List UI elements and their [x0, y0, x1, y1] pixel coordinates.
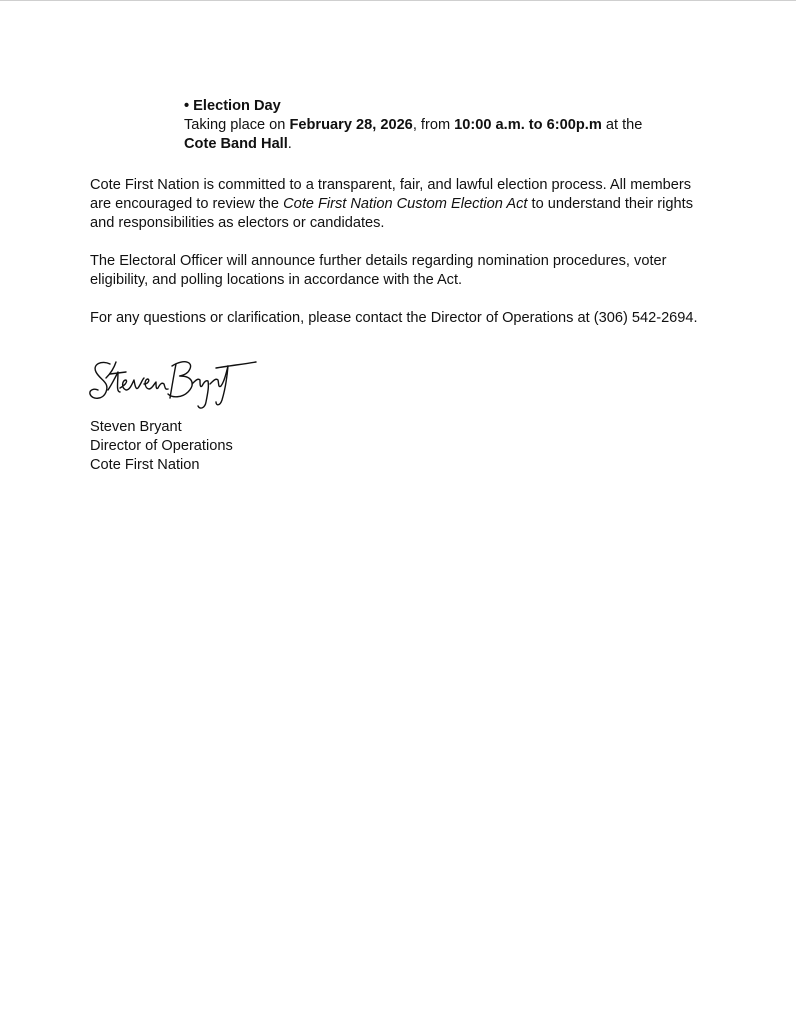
contact-paragraph: For any questions or clarification, please contact the Director of Operations at (306) 542-2694. — [90, 310, 698, 326]
electoral-officer-paragraph: The Electoral Officer will announce further details regarding nomination procedures, voter eligibility, and polling locations in accordance with the Act. — [90, 253, 667, 288]
election-act-title: Cote First Nation Custom Election Act — [283, 196, 528, 212]
commitment-paragraph — [90, 176, 700, 233]
signatory-organization: Cote First Nation — [90, 457, 200, 473]
election-venue: Cote Band Hall — [184, 136, 288, 152]
document-body — [90, 97, 700, 475]
election-time: 10:00 a.m. to 6:00p.m — [454, 117, 602, 133]
signature-block — [90, 418, 700, 475]
election-date: February 28, 2026 — [289, 117, 413, 133]
signatory-title: Director of Operations — [90, 438, 233, 454]
election-day-title: Election Day — [193, 98, 281, 114]
details-text-pre: Taking place on — [184, 117, 290, 133]
signatory-name: Steven Bryant — [90, 419, 182, 435]
election-day-section — [184, 97, 700, 154]
handwritten-signature — [88, 354, 258, 412]
commitment-text-post: to understand their rights and responsibilities as electors or candidates. — [90, 196, 693, 231]
election-day-heading — [184, 97, 700, 116]
details-text-end: . — [287, 136, 292, 152]
details-text-post: at the — [601, 117, 643, 133]
election-day-details — [184, 116, 700, 154]
details-text-mid: , from — [412, 117, 455, 133]
commitment-text-pre: Cote First Nation is committed to a transparent, fair, and lawful election process. All members are encouraged to review the — [90, 177, 692, 212]
bullet-marker: • — [184, 98, 190, 114]
